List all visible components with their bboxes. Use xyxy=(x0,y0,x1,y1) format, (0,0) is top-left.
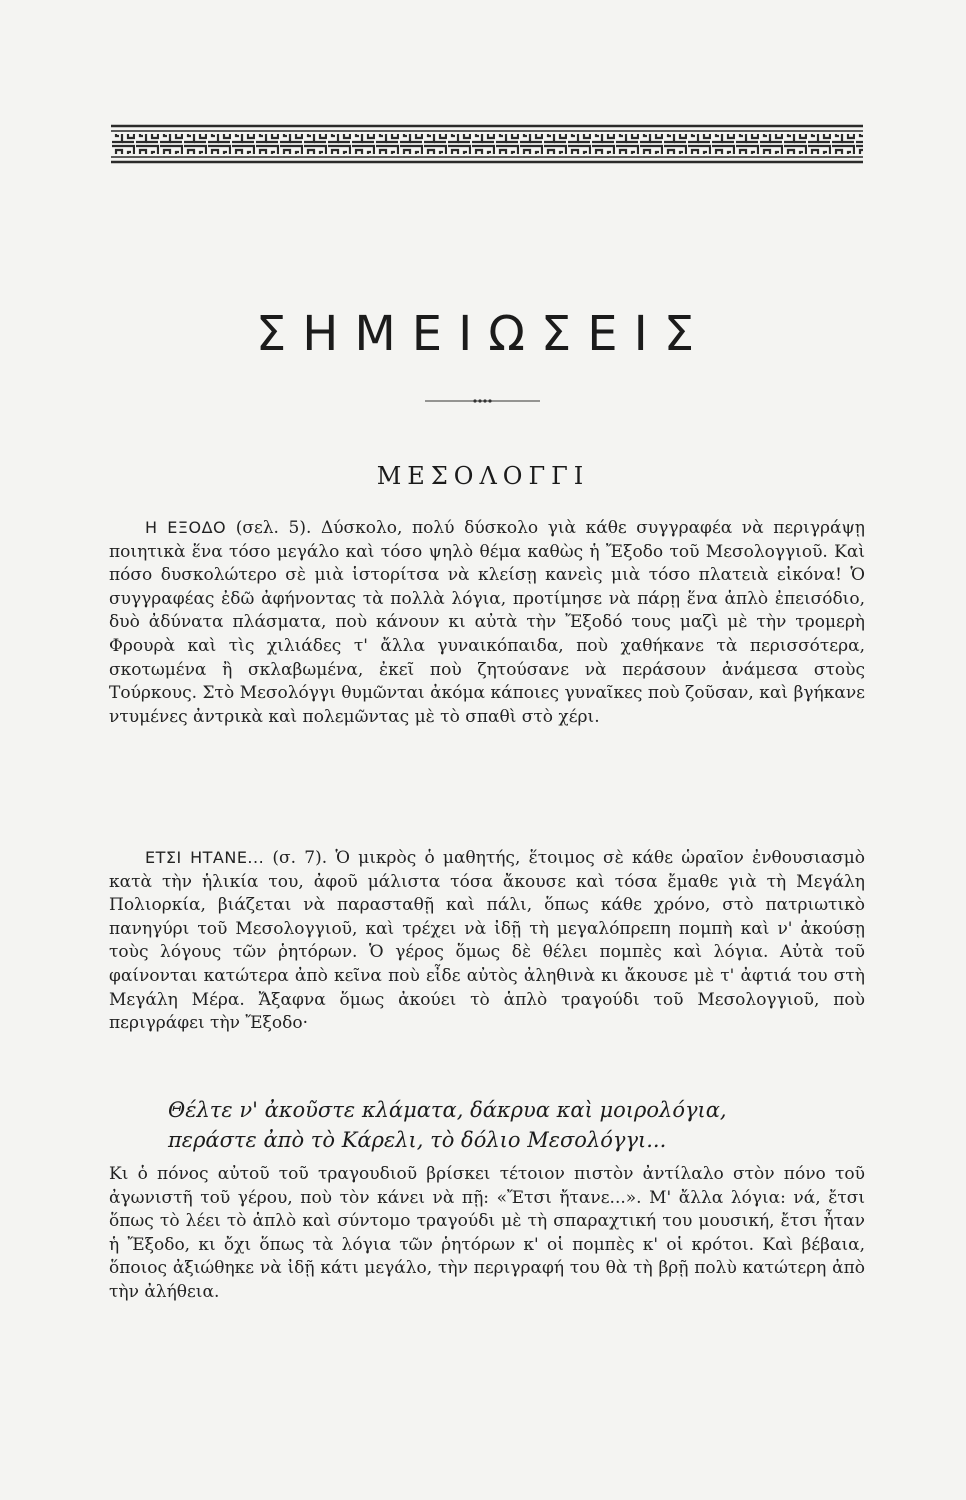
verse-line: περάστε ἀπὸ τὸ Κάρελι, τὸ δόλιο Μεσολόγγι... xyxy=(168,1128,667,1152)
note-paragraph-closing: Κι ὁ πόνος αὐτοῦ τοῦ τραγουδιοῦ βρίσκει τέτοιον πιστὸν ἀντίλαλο στὸν πόνο τοῦ ἀγωνιστῆ τοῦ γέρου, ποὺ τὸν κάνει νὰ πῇ: «Ἔτσι ἤτανε...». Μ' ἄλλα λόγια: νά, ἔτσι ὅπως τὸ λέει τὸ ἁπλὸ καὶ σύντομο τραγούδι μὲ τὴ σπαραχτική του μουσική, ἔτσι ἦταν ἡ Ἔξοδο, κι ὄχι ὅπως τὰ λόγια τῶν ῥητόρων κ' οἱ πομπὲς κ' οἱ κρότοι. Καὶ βέβαια, ὅποιος ἀξιώθηκε νὰ ἰδῇ κάτι μεγάλο, τὴν περιγραφή του θὰ τὴ βρῇ πολὺ κατώτερη ἀπὸ τὴν ἀλήθεια. xyxy=(109,1164,865,1302)
section-title: ΜΕΣΟΛΟΓΓΙ xyxy=(376,462,590,490)
note-paragraph-exodus xyxy=(109,516,865,729)
page-title: ΣΗΜΕΙΩΣΕΙΣ xyxy=(255,306,711,362)
verse-line: Θέλτε ν' ἀκοῦστε κλάματα, δάκρυα καὶ μοιρολόγια, xyxy=(168,1098,727,1122)
song-verse xyxy=(168,1095,828,1155)
greek-key-border xyxy=(111,124,863,164)
note-lead-exodus: Η ΕΞΟΔΟ xyxy=(145,518,227,537)
note-text-etsi-itane: (σ. 7). Ὁ μικρὸς ὁ μαθητής, ἕτοιμος σὲ κάθε ὡραῖον ἐνθουσιασμὸ κατὰ τὴν ἡλικία του, ἀφοῦ μάλιστα τόσα ἄκουσε καὶ τόσα ἔμαθε γιὰ τὴ Μεγάλη Πολιορκία, βιάζεται νὰ παρασταθῇ καὶ πάλι, ὅπως κάθε χρόνο, στὸ πατριωτικὸ πανηγύρι τοῦ Μεσολογγιοῦ, καὶ τρέχει νὰ ἰδῇ τὴ μεγαλόπρεπη πομπὴ καὶ ν' ἀκούσῃ τοὺς λόγους τῶν ῥητόρων. Ὁ γέρος ὅμως δὲ θέλει πομπὲς καὶ λόγια. Αὐτὰ τοῦ φαίνονται κατώτερα ἀπὸ κεῖνα ποὺ εἶδε αὐτὸς ἀληθινὰ κι ἄκουσε μὲ τ' ἀφτιά του στὴ Μεγάλη Μέρα. Ἄξαφνα ὅμως ἀκούει τὸ ἁπλὸ τραγούδι τοῦ Μεσολογγιοῦ, ποὺ περιγράφει τὴν Ἔξοδο· xyxy=(109,848,865,1034)
note-paragraph-etsi-itane xyxy=(109,846,865,1036)
note-lead-etsi-itane: ΕΤΣΙ ΗΤΑΝΕ... xyxy=(145,848,265,867)
note-text-exodus: (σελ. 5). Δύσκολο, πολύ δύσκολο γιὰ κάθε συγγραφέα νὰ περιγράψῃ ποιητικὰ ἕνα τόσο μεγάλο καὶ τόσο ψηλὸ θέμα καθὼς ἡ Ἔξοδο τοῦ Μεσολογγιοῦ. Καὶ πόσο δυσκολώτερο σὲ μιὰ ἱστορίτσα νὰ κλείσῃ κανεὶς μιὰ τόσο πλατειὰ εἰκόνα! Ὁ συγγραφέας ἐδῶ ἀφήνοντας τὰ πολλὰ λόγια, προτίμησε νὰ πάρῃ ἕνα ἁπλὸ ἐπεισόδιο, δυὸ ἀδύνατα πλάσματα, ποὺ κάνουν κι αὐτὰ τὴν Ἔξοδό τους μαζὶ μὲ τὴν τρομερὴ Φρουρὰ καὶ τὶς χιλιάδες τ' ἄλλα γυναικόπαιδα, ποὺ χαθήκανε τὰ περισσότερα, σκοτωμένα ἢ σκλαβωμένα, ἐκεῖ ποὺ ζητούσανε νὰ περάσουν ἀνάμεσα στοὺς Τούρκους. Στὸ Μεσολόγγι θυμῶνται ἀκόμα κάποιες γυναῖκες ποὺ ζοῦσαν, καὶ βγήκανε ντυμένες ἀντρικὰ καὶ πολεμῶντας μὲ τὸ σπαθὶ στὸ χέρι. xyxy=(109,518,865,727)
title-divider xyxy=(425,397,540,405)
